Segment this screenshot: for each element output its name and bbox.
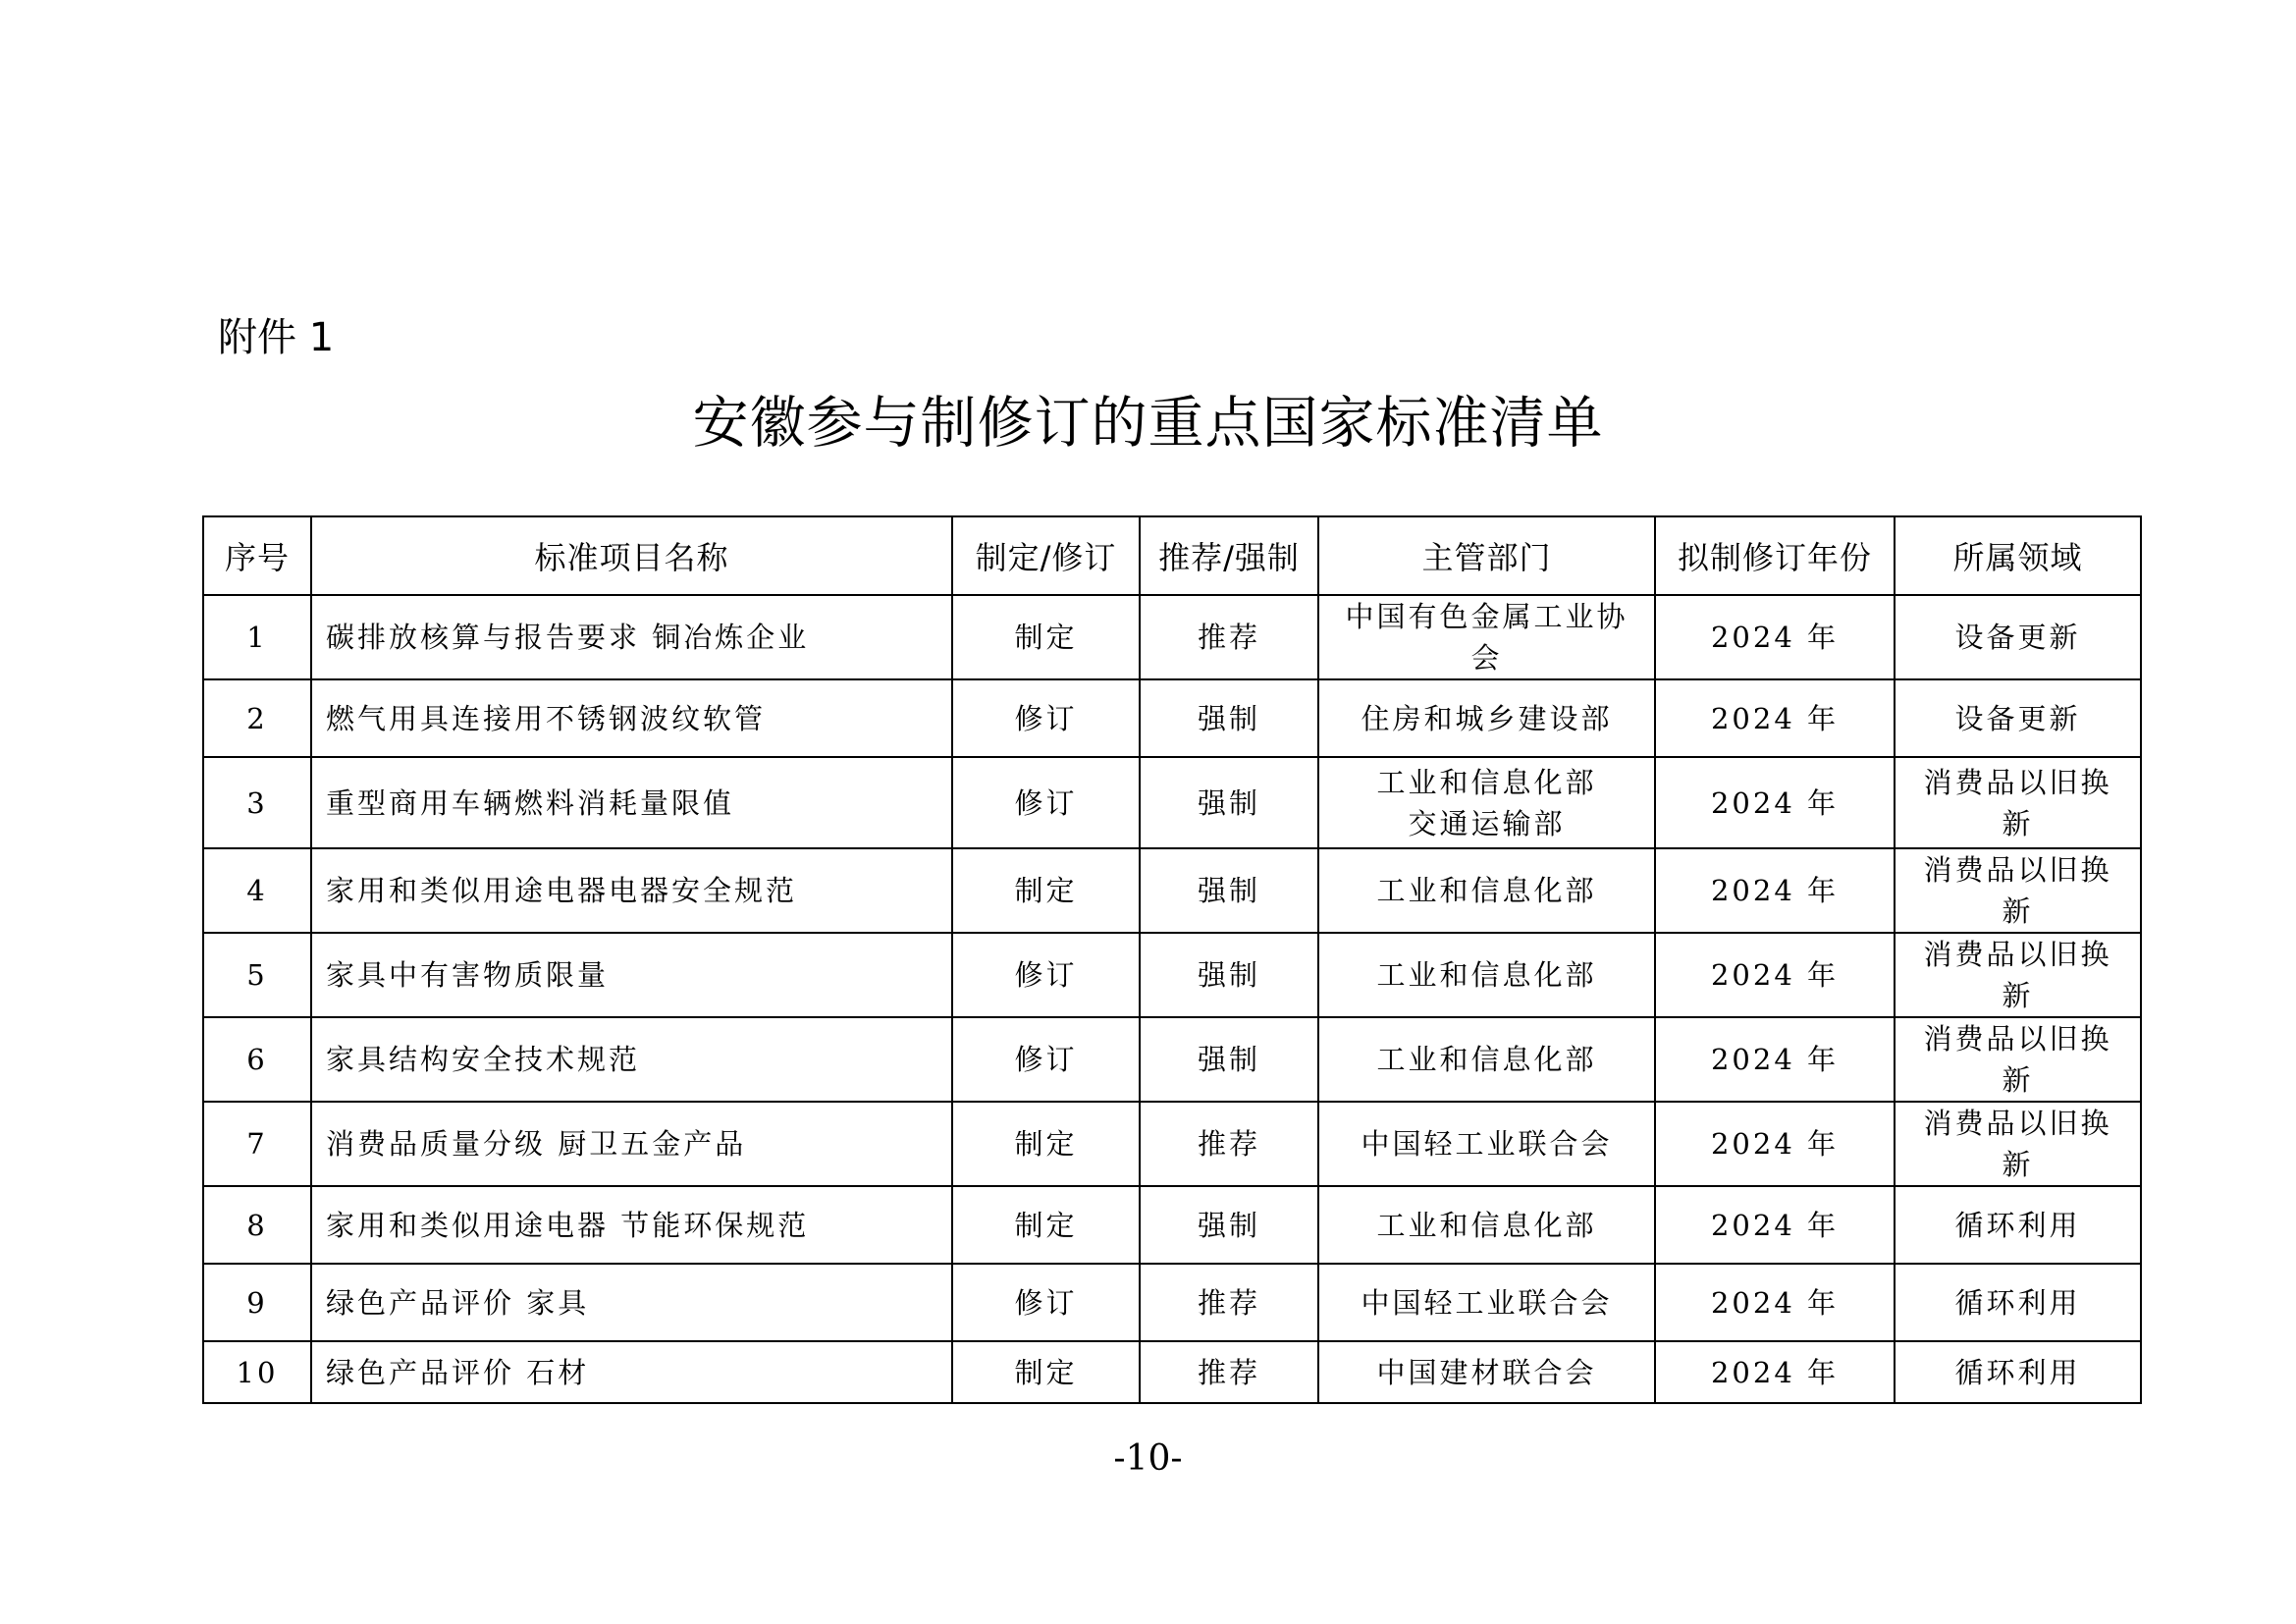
department-line: 中国建材联合会 bbox=[1376, 1355, 1597, 1389]
cell-formulate-revise: 制定 bbox=[952, 848, 1140, 933]
cell-field: 循环利用 bbox=[1895, 1341, 2141, 1403]
cell-formulate-revise: 制定 bbox=[952, 1102, 1140, 1186]
cell-field: 循环利用 bbox=[1895, 1186, 2141, 1264]
cell-serial: 9 bbox=[203, 1264, 311, 1341]
header-year: 拟制修订年份 bbox=[1655, 516, 1895, 595]
cell-recommended-mandatory: 强制 bbox=[1140, 679, 1318, 757]
cell-year: 2024 年 bbox=[1655, 1264, 1895, 1341]
cell-standard-name: 碳排放核算与报告要求 铜冶炼企业 bbox=[311, 595, 952, 679]
cell-year: 2024 年 bbox=[1655, 679, 1895, 757]
cell-recommended-mandatory: 强制 bbox=[1140, 848, 1318, 933]
header-standard-name: 标准项目名称 bbox=[311, 516, 952, 595]
cell-field: 设备更新 bbox=[1895, 679, 2141, 757]
header-serial: 序号 bbox=[203, 516, 311, 595]
header-recommended-mandatory: 推荐/强制 bbox=[1140, 516, 1318, 595]
cell-department bbox=[1318, 1186, 1655, 1264]
table-row bbox=[203, 679, 2141, 757]
cell-standard-name: 绿色产品评价 石材 bbox=[311, 1341, 952, 1403]
cell-standard-name: 家用和类似用途电器电器安全规范 bbox=[311, 848, 952, 933]
department-line: 中国轻工业联合会 bbox=[1361, 1127, 1613, 1161]
department-line: 工业和信息化部 bbox=[1376, 765, 1597, 799]
cell-recommended-mandatory: 强制 bbox=[1140, 933, 1318, 1017]
cell-standard-name: 燃气用具连接用不锈钢波纹软管 bbox=[311, 679, 952, 757]
header-field: 所属领域 bbox=[1895, 516, 2141, 595]
department-line: 工业和信息化部 bbox=[1376, 874, 1597, 907]
page-number: -10- bbox=[1113, 1438, 1183, 1479]
cell-formulate-revise: 修订 bbox=[952, 757, 1140, 848]
table-row bbox=[203, 933, 2141, 1017]
cell-formulate-revise: 修订 bbox=[952, 1264, 1140, 1341]
cell-formulate-revise: 制定 bbox=[952, 1341, 1140, 1403]
cell-field: 消费品以旧换新 bbox=[1895, 1102, 2141, 1186]
cell-serial: 4 bbox=[203, 848, 311, 933]
cell-formulate-revise: 制定 bbox=[952, 595, 1140, 679]
document-title: 安徽参与制修订的重点国家标准清单 bbox=[692, 391, 1604, 456]
table-row bbox=[203, 848, 2141, 933]
cell-serial: 6 bbox=[203, 1017, 311, 1102]
cell-recommended-mandatory: 强制 bbox=[1140, 757, 1318, 848]
table-row bbox=[203, 757, 2141, 848]
cell-formulate-revise: 修订 bbox=[952, 679, 1140, 757]
department-line: 交通运输部 bbox=[1408, 806, 1566, 840]
cell-serial: 10 bbox=[203, 1341, 311, 1403]
table-row bbox=[203, 1017, 2141, 1102]
cell-serial: 3 bbox=[203, 757, 311, 848]
cell-standard-name: 家具中有害物质限量 bbox=[311, 933, 952, 1017]
cell-department bbox=[1318, 1017, 1655, 1102]
cell-field: 消费品以旧换新 bbox=[1895, 1017, 2141, 1102]
cell-serial: 7 bbox=[203, 1102, 311, 1186]
cell-year: 2024 年 bbox=[1655, 1017, 1895, 1102]
cell-recommended-mandatory: 强制 bbox=[1140, 1017, 1318, 1102]
table-row bbox=[203, 1264, 2141, 1341]
header-department: 主管部门 bbox=[1318, 516, 1655, 595]
cell-department bbox=[1318, 595, 1655, 679]
cell-formulate-revise: 修订 bbox=[952, 1017, 1140, 1102]
cell-year: 2024 年 bbox=[1655, 933, 1895, 1017]
cell-year: 2024 年 bbox=[1655, 848, 1895, 933]
department-line: 住房和城乡建设部 bbox=[1361, 701, 1613, 735]
cell-standard-name: 绿色产品评价 家具 bbox=[311, 1264, 952, 1341]
cell-recommended-mandatory: 强制 bbox=[1140, 1186, 1318, 1264]
cell-year: 2024 年 bbox=[1655, 1186, 1895, 1264]
cell-recommended-mandatory: 推荐 bbox=[1140, 1341, 1318, 1403]
cell-department bbox=[1318, 1102, 1655, 1186]
cell-serial: 5 bbox=[203, 933, 311, 1017]
table-row bbox=[203, 1186, 2141, 1264]
table-row bbox=[203, 1341, 2141, 1403]
cell-standard-name: 家用和类似用途电器 节能环保规范 bbox=[311, 1186, 952, 1264]
cell-year: 2024 年 bbox=[1655, 1102, 1895, 1186]
cell-year: 2024 年 bbox=[1655, 595, 1895, 679]
cell-serial: 2 bbox=[203, 679, 311, 757]
cell-recommended-mandatory: 推荐 bbox=[1140, 1264, 1318, 1341]
cell-standard-name: 家具结构安全技术规范 bbox=[311, 1017, 952, 1102]
department-line: 工业和信息化部 bbox=[1376, 1043, 1597, 1076]
cell-department bbox=[1318, 1341, 1655, 1403]
cell-department bbox=[1318, 679, 1655, 757]
cell-recommended-mandatory: 推荐 bbox=[1140, 1102, 1318, 1186]
cell-year: 2024 年 bbox=[1655, 1341, 1895, 1403]
department-line: 工业和信息化部 bbox=[1376, 958, 1597, 992]
table-header-row bbox=[203, 516, 2141, 595]
attachment-label: 附件 1 bbox=[218, 315, 335, 360]
table-row bbox=[203, 595, 2141, 679]
cell-serial: 8 bbox=[203, 1186, 311, 1264]
cell-department bbox=[1318, 1264, 1655, 1341]
cell-serial: 1 bbox=[203, 595, 311, 679]
table-row bbox=[203, 1102, 2141, 1186]
cell-field: 设备更新 bbox=[1895, 595, 2141, 679]
cell-field: 消费品以旧换新 bbox=[1895, 933, 2141, 1017]
department-line: 中国轻工业联合会 bbox=[1361, 1285, 1613, 1320]
cell-recommended-mandatory: 推荐 bbox=[1140, 595, 1318, 679]
header-formulate-revise: 制定/修订 bbox=[952, 516, 1140, 595]
cell-field: 循环利用 bbox=[1895, 1264, 2141, 1341]
cell-department bbox=[1318, 757, 1655, 848]
department-line: 中国有色金属工业协会 bbox=[1345, 600, 1629, 675]
standards-table bbox=[202, 515, 2142, 1404]
cell-department bbox=[1318, 933, 1655, 1017]
cell-standard-name: 消费品质量分级 厨卫五金产品 bbox=[311, 1102, 952, 1186]
cell-field: 消费品以旧换新 bbox=[1895, 848, 2141, 933]
cell-formulate-revise: 修订 bbox=[952, 933, 1140, 1017]
cell-formulate-revise: 制定 bbox=[952, 1186, 1140, 1264]
cell-year: 2024 年 bbox=[1655, 757, 1895, 848]
cell-standard-name: 重型商用车辆燃料消耗量限值 bbox=[311, 757, 952, 848]
cell-department bbox=[1318, 848, 1655, 933]
department-line: 工业和信息化部 bbox=[1376, 1208, 1597, 1242]
cell-field: 消费品以旧换新 bbox=[1895, 757, 2141, 848]
